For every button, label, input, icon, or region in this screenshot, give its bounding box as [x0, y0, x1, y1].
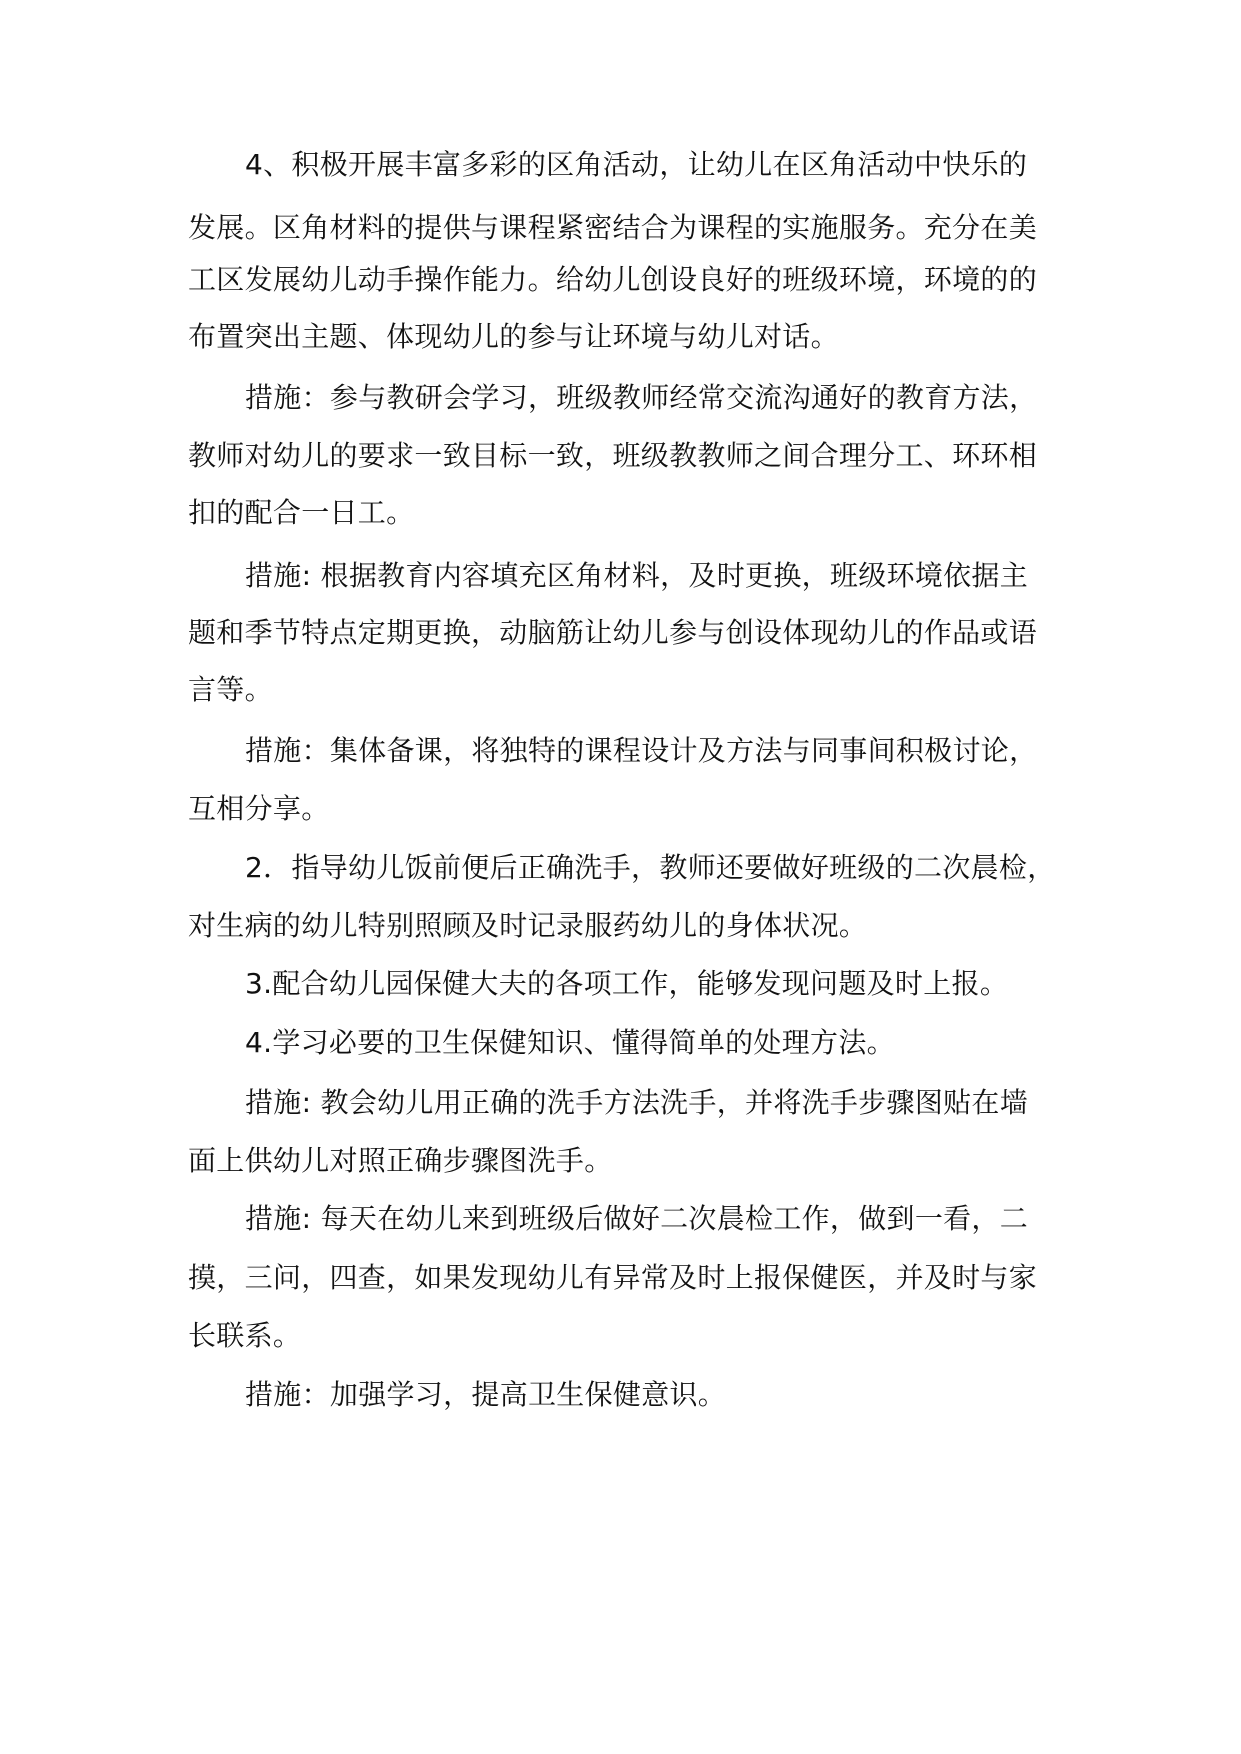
text-line: 措施：参与教研会学习，班级教师经常交流沟通好的教育方法，: [245, 381, 1038, 414]
text-line: 工区发展幼儿动手操作能力。给幼儿创设良好的班级环境，环境的的: [188, 263, 1038, 296]
text-line: 4.学习必要的卫生保健知识、懂得简单的处理方法。: [245, 1026, 895, 1059]
text-line: 摸，三问，四查，如果发现幼儿有异常及时上报保健医，并及时与家: [188, 1261, 1038, 1294]
text-line: 2．指导幼儿饭前便后正确洗手，教师还要做好班级的二次晨检，: [245, 851, 1056, 884]
text-line: 措施: 根据教育内容填充区角材料，及时更换，班级环境依据主: [245, 559, 1029, 592]
text-line: 面上供幼儿对照正确步骤图洗手。: [188, 1144, 613, 1177]
text-line: 布置突出主题、体现幼儿的参与让环境与幼儿对话。: [188, 320, 839, 353]
text-line: 言等。: [188, 673, 273, 706]
text-line: 3.配合幼儿园保健大夫的各项工作，能够发现问题及时上报。: [245, 967, 1009, 1000]
text-line: 长联系。: [188, 1319, 302, 1352]
text-line: 扣的配合一日工。: [188, 496, 415, 529]
text-line: 互相分享。: [188, 792, 330, 825]
text-line: 措施: 每天在幼儿来到班级后做好二次晨检工作，做到一看，二: [245, 1202, 1029, 1235]
text-line: 教师对幼儿的要求一致目标一致，班级教教师之间合理分工、环环相: [188, 439, 1038, 472]
text-line: 发展。区角材料的提供与课程紧密结合为课程的实施服务。充分在美: [188, 211, 1038, 244]
text-line: 对生病的幼儿特别照顾及时记录服药幼儿的身体状况。: [188, 909, 868, 942]
text-line: 措施: 教会幼儿用正确的洗手方法洗手，并将洗手步骤图贴在墙: [245, 1086, 1029, 1119]
text-line: 题和季节特点定期更换，动脑筋让幼儿参与创设体现幼儿的作品或语: [188, 616, 1038, 649]
text-line: 措施：加强学习，提高卫生保健意识。: [245, 1378, 727, 1411]
text-line: 4、积极开展丰富多彩的区角活动，让幼儿在区角活动中快乐的: [245, 148, 1028, 181]
text-line: 措施：集体备课，将独特的课程设计及方法与同事间积极讨论，: [245, 734, 1038, 767]
